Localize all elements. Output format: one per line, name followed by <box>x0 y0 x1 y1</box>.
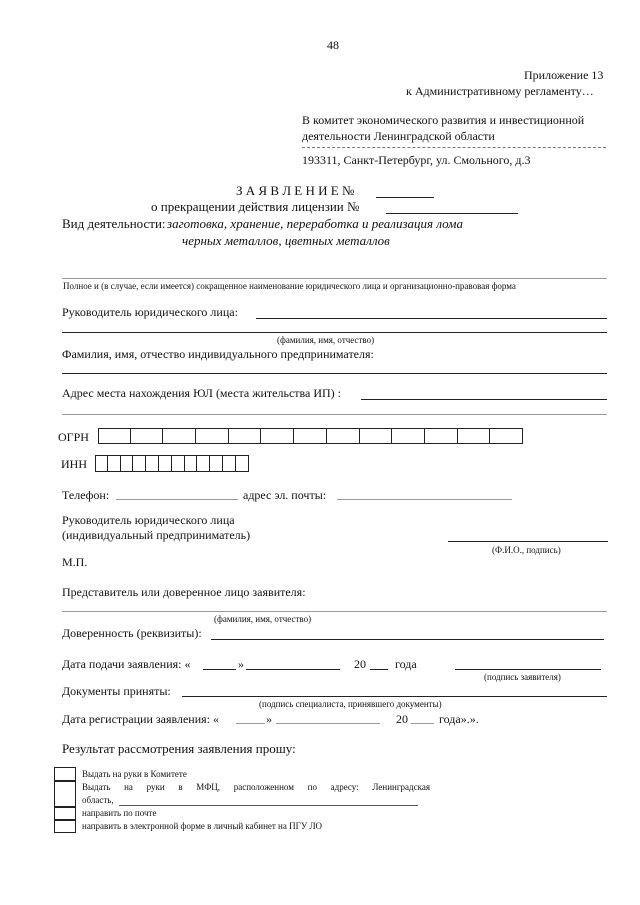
submission-day-field[interactable] <box>203 669 236 670</box>
representative-field[interactable] <box>62 611 607 612</box>
inn-digit-cell[interactable] <box>185 455 198 472</box>
phone-label: Телефон: <box>62 488 110 502</box>
applicant-signature-field[interactable] <box>455 669 601 670</box>
statement-subheading: о прекращении действия лицензии № <box>151 199 360 214</box>
power-of-attorney-label: Доверенность (реквизиты): <box>62 626 202 640</box>
address-field[interactable] <box>361 399 607 400</box>
head-field[interactable] <box>256 318 607 319</box>
registration-date-mid: » <box>266 712 272 726</box>
submission-year-prefix: 20 <box>354 657 366 671</box>
option-mfc-label <box>82 782 430 793</box>
option-mfc-label-line2: область, <box>82 795 114 805</box>
ogrn-digit-cell[interactable] <box>490 428 523 444</box>
submission-month-field[interactable] <box>246 669 340 670</box>
ogrn-digit-cell[interactable] <box>327 428 360 444</box>
ogrn-label: ОГРН <box>58 430 89 444</box>
appendix-number: Приложение 13 <box>524 68 604 82</box>
ogrn-digit-cell[interactable] <box>425 428 458 444</box>
email-label: адрес эл. почты: <box>243 488 327 502</box>
statement-heading: З А Я В Л Е Н И Е № <box>236 183 355 198</box>
option-committee-label: Выдать на руки в Комитете <box>82 769 187 779</box>
org-name-caption: Полное и (в случае, если имеется) сокращенное наименование юридического лица и организационно-правовая форма <box>63 281 516 291</box>
activity-line2: черных металлов, цветных металлов <box>182 233 390 248</box>
addressee-divider <box>302 147 606 148</box>
page-number: 48 <box>327 38 339 52</box>
phone-field[interactable] <box>116 499 238 500</box>
inn-digit-cell[interactable] <box>133 455 146 472</box>
email-field[interactable] <box>337 499 512 500</box>
mfc-address-field[interactable] <box>119 805 418 806</box>
entrepreneur-label: Фамилия, имя, отчество индивидуального предпринимателя: <box>62 347 374 361</box>
ogrn-digit-cell[interactable] <box>458 428 491 444</box>
inn-digit-cell[interactable] <box>197 455 210 472</box>
org-name-field[interactable] <box>62 278 607 279</box>
documents-accepted-field[interactable] <box>182 696 607 697</box>
addressee-line2: деятельности Ленинградской области <box>302 129 495 143</box>
entrepreneur-field[interactable] <box>62 373 607 374</box>
submission-date-mid: » <box>238 657 244 671</box>
ogrn-digit-cell[interactable] <box>294 428 327 444</box>
inn-digit-cell[interactable] <box>108 455 121 472</box>
inn-digit-cell[interactable] <box>223 455 236 472</box>
registration-year-suffix: года».». <box>439 712 479 726</box>
submission-date-prefix: Дата подачи заявления: « <box>62 657 191 671</box>
registration-date-prefix: Дата регистрации заявления: « <box>62 712 220 726</box>
ogrn-digit-cell[interactable] <box>98 428 131 444</box>
activity-line1: заготовка, хранение, переработка и реализация лома <box>167 216 463 231</box>
stamp-label: М.П. <box>62 555 88 569</box>
power-of-attorney-field[interactable] <box>211 639 604 640</box>
addressee-address: 193311, Санкт-Петербург, ул. Смольного, д.3 <box>302 153 531 167</box>
applicant-signature-caption: (подпись заявителя) <box>484 672 561 682</box>
option-mail-checkbox[interactable] <box>54 807 76 820</box>
specialist-caption: (подпись специалиста, принявшего документы) <box>259 699 442 709</box>
inn-digit-cell[interactable] <box>210 455 223 472</box>
ogrn-digit-cell[interactable] <box>131 428 164 444</box>
head-fio-caption: (фамилия, имя, отчество) <box>277 335 375 345</box>
option-electronic-checkbox[interactable] <box>54 820 76 833</box>
inn-cells[interactable] <box>95 455 249 472</box>
option-mfc-text: Выдать на руки в МФЦ, расположенном по адресу: Ленинградская <box>82 782 430 792</box>
ogrn-digit-cell[interactable] <box>261 428 294 444</box>
inn-label: ИНН <box>61 457 87 471</box>
address-field-line2[interactable] <box>62 414 607 415</box>
registration-month-field[interactable] <box>276 723 380 724</box>
option-mfc-checkbox[interactable] <box>54 781 76 807</box>
head-label: Руководитель юридического лица: <box>62 305 238 319</box>
activity-label: Вид деятельности: <box>62 216 166 231</box>
option-committee-checkbox[interactable] <box>54 767 76 781</box>
registration-year-prefix: 20 <box>396 712 408 726</box>
inn-digit-cell[interactable] <box>95 455 108 472</box>
ogrn-digit-cell[interactable] <box>196 428 229 444</box>
submission-year-field[interactable] <box>370 669 388 670</box>
registration-year-field[interactable] <box>411 723 434 724</box>
inn-digit-cell[interactable] <box>159 455 172 472</box>
signer-line1: Руководитель юридического лица <box>62 513 235 527</box>
rep-fio-caption: (фамилия, имя, отчество) <box>214 614 312 624</box>
signer-caption: (Ф.И.О., подпись) <box>492 545 561 555</box>
statement-number-field[interactable] <box>376 197 434 198</box>
representative-label: Представитель или доверенное лицо заявителя: <box>62 585 306 599</box>
ogrn-cells[interactable] <box>98 428 523 444</box>
inn-digit-cell[interactable] <box>172 455 185 472</box>
inn-digit-cell[interactable] <box>236 455 249 472</box>
submission-year-suffix: года <box>395 657 417 671</box>
ogrn-digit-cell[interactable] <box>360 428 393 444</box>
ogrn-digit-cell[interactable] <box>163 428 196 444</box>
registration-day-field[interactable] <box>236 723 265 724</box>
inn-digit-cell[interactable] <box>121 455 134 472</box>
option-mail-label: направить по почте <box>82 808 157 818</box>
address-label: Адрес места нахождения ЮЛ (места жительства ИП) : <box>62 386 342 400</box>
result-heading: Результат рассмотрения заявления прошу: <box>62 741 296 756</box>
head-field-line2[interactable] <box>62 332 607 333</box>
ogrn-digit-cell[interactable] <box>229 428 262 444</box>
license-number-field[interactable] <box>386 213 518 214</box>
option-electronic-label: направить в электронной форме в личный кабинет на ПГУ ЛО <box>82 821 323 831</box>
documents-accepted-label: Документы приняты: <box>62 684 171 698</box>
signer-signature-field[interactable] <box>448 541 608 542</box>
inn-digit-cell[interactable] <box>146 455 159 472</box>
ogrn-digit-cell[interactable] <box>392 428 425 444</box>
addressee-line1: В комитет экономического развития и инвестиционной <box>302 113 585 127</box>
signer-line2: (индивидуальный предприниматель) <box>62 528 251 542</box>
appendix-reference: к Административному регламенту… <box>406 84 594 98</box>
